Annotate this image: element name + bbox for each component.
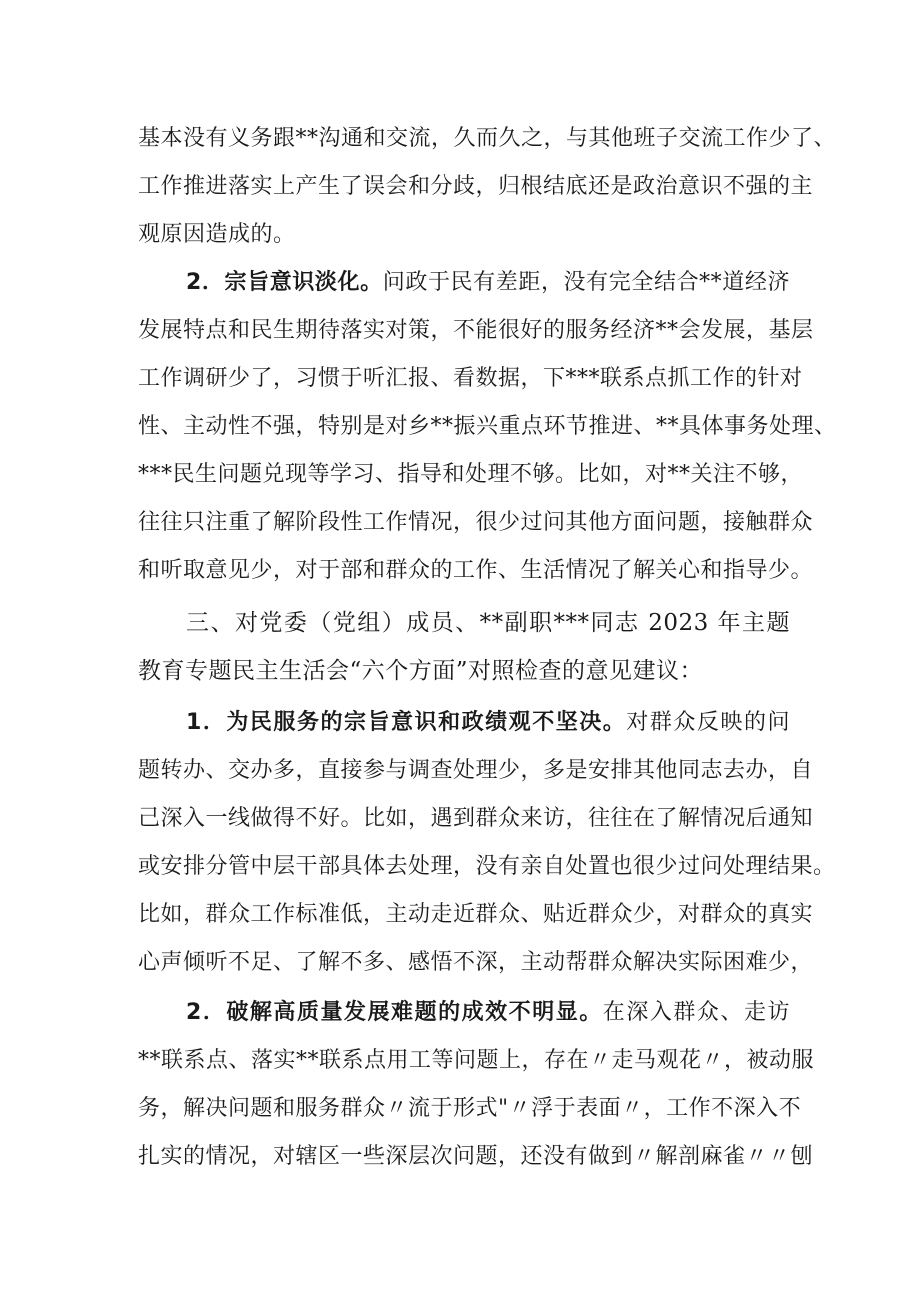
- paragraph-line: 基本没有义务跟**沟通和交流，久而久之，与其他班子交流工作少了、: [138, 126, 837, 151]
- paragraph-line: 务，解决问题和服务群众〃流于形式"〃浮于表面〃，工作不深入不: [138, 1096, 802, 1121]
- paragraph-text: 在深入群众、走访: [602, 1000, 790, 1025]
- paragraph-line: [186, 268, 790, 298]
- paragraph-line: 往往只注重了解阶段性工作情况，很少过问其他方面问题，接触群众: [138, 510, 814, 535]
- paragraph-line: [186, 708, 790, 738]
- paragraph-line: **联系点、落实**联系点用工等问题上，存在〃走马观花〃，被动服: [138, 1048, 815, 1073]
- paragraph-text: 对群众反映的问: [626, 710, 790, 735]
- paragraph-line: 发展特点和民生期待落实对策，不能很好的服务经济**会发展，基层: [138, 318, 814, 343]
- subheading-inline: 2．宗旨意识淡化。: [186, 270, 383, 295]
- paragraph-line: 扎实的情况，对辖区一些深层次问题，还没有做到〃解剖麻雀〃〃刨: [138, 1144, 814, 1169]
- paragraph-line: 题转办、交办多，直接参与调查处理少，多是安排其他同志去办，自: [138, 758, 814, 783]
- subheading-inline: 1．为民服务的宗旨意识和政绩观不坚决。: [186, 710, 627, 735]
- paragraph-line: 工作推进落实上产生了误会和分歧，归根结底还是政治意识不强的主: [138, 174, 814, 199]
- paragraph-line: 工作调研少了，习惯于听汇报、看数据，下***联系点抓工作的针对: [138, 366, 803, 391]
- paragraph-text: 问政于民有差距，没有完全结合**道经济: [382, 270, 790, 295]
- paragraph-line: 或安排分管中层干部具体去处理，没有亲自处置也很少过问处理结果。: [138, 854, 836, 879]
- subheading-inline: 2．破解高质量发展难题的成效不明显。: [186, 1000, 603, 1025]
- section-heading: 三、对党委（党组）成员、**副职***同志 2023 年主题: [186, 610, 790, 636]
- paragraph-line: 和听取意见少，对于部和群众的工作、生活情况了解关心和指导少。: [138, 558, 814, 583]
- paragraph-line: [186, 998, 790, 1028]
- paragraph-line: ***民生问题兑现等学习、指导和处理不够。比如，对**关注不够，: [138, 462, 804, 487]
- paragraph-line: 心声倾听不足、了解不多、感悟不深，主动帮群众解决实际困难少，: [138, 950, 814, 975]
- paragraph-line: 比如，群众工作标准低，主动走近群众、贴近群众少，对群众的真实: [138, 902, 814, 927]
- paragraph-line: 己深入一线做得不好。比如，遇到群众来访，往往在了解情况后通知: [138, 806, 814, 831]
- paragraph-line: 性、主动性不强，特别是对乡**振兴重点环节推进、**具体事务处理、: [138, 414, 837, 439]
- section-heading: 教育专题民主生活会“六个方面”对照检查的意见建议：: [138, 658, 704, 684]
- paragraph-line: 观原因造成的。: [138, 222, 296, 247]
